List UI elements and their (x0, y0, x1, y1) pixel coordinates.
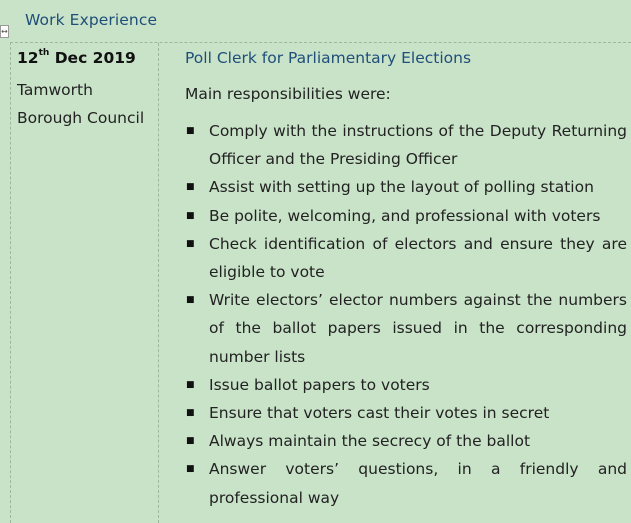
responsibility-text: Always maintain the secrecy of the ballot (209, 432, 531, 451)
employment-date (17, 49, 136, 67)
list-item (185, 230, 627, 286)
responsibility-text: Comply with the instructions of the Deputy Returning Officer and the Presiding Officer (209, 122, 627, 169)
square-bullet-icon: ■ (186, 238, 195, 249)
list-item (185, 399, 627, 427)
square-bullet-icon: ■ (186, 126, 195, 136)
list-item (185, 427, 627, 455)
responsibility-text: Check identification of electors and ensure they are eligible to vote (209, 234, 627, 282)
list-item (185, 202, 627, 230)
responsibilities-intro: Main responsibilities were: (185, 85, 391, 103)
square-bullet-icon: ■ (186, 408, 195, 419)
square-bullet-icon: ■ (186, 464, 195, 475)
list-item (185, 117, 627, 173)
date-day: 12 (17, 49, 39, 67)
responsibility-text: Answer voters’ questions, in a friendly and professional way (209, 460, 627, 507)
square-bullet-icon: ■ (186, 436, 195, 447)
responsibility-text: Be polite, welcoming, and professional with voters (209, 206, 601, 225)
responsibility-text: Ensure that voters cast their votes in secret (209, 404, 550, 423)
employer-name: Tamworth Borough Council (17, 81, 145, 127)
list-item (185, 371, 627, 399)
date-month-year: Dec 2019 (49, 49, 136, 67)
list-item (185, 173, 627, 201)
details-column (185, 43, 627, 523)
responsibility-text: Write electors’ elector numbers against the numbers of the ballot papers issued in the corresponding number lists (209, 291, 627, 366)
square-bullet-icon: ■ (186, 295, 195, 306)
square-bullet-icon: ■ (186, 379, 195, 390)
table-move-handle-icon[interactable]: ↔ (1, 27, 8, 36)
responsibility-text: Assist with setting up the layout of polling station (209, 178, 594, 197)
experience-table (10, 42, 631, 523)
list-item (185, 286, 627, 371)
responsibility-text: Issue ballot papers to voters (209, 375, 430, 394)
responsibilities-list (185, 117, 627, 512)
section-heading: Work Experience (25, 11, 158, 29)
square-bullet-icon: ■ (186, 210, 195, 221)
square-bullet-icon: ■ (186, 182, 195, 193)
date-column (11, 43, 159, 523)
date-suffix: th (38, 47, 50, 58)
list-item (185, 455, 627, 511)
job-title: Poll Clerk for Parliamentary Elections (185, 49, 472, 67)
